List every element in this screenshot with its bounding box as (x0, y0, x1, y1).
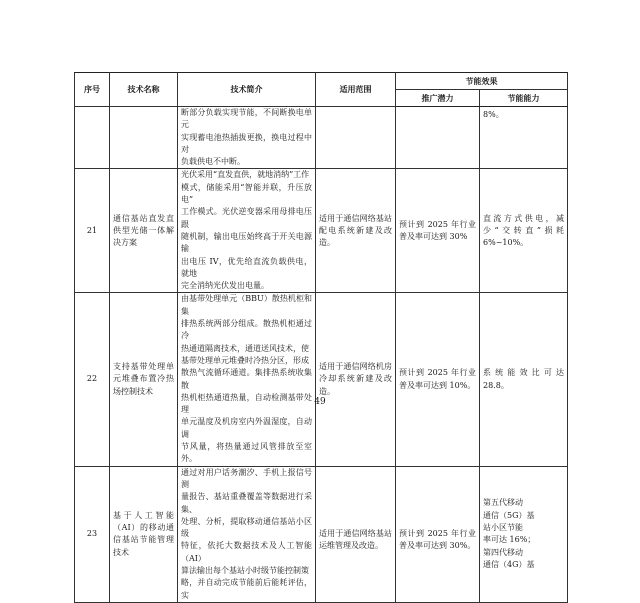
cell-seq (75, 107, 110, 169)
cell-seq: 21 (75, 169, 110, 293)
intro-line: 处理、分析，提取移动通信基站小区级 (181, 516, 312, 539)
energy-saving-technology-table (74, 72, 568, 603)
intro-line: 工作模式。光伏逆变器采用母排电压跟 (181, 207, 312, 229)
intro-line: 实现蓄电池热插拔更换，换电过程中对 (181, 132, 312, 154)
intro-line: 光伏采用“直发直供，就地消纳”工作 (181, 170, 310, 180)
cell-capacity: 8%。 (480, 107, 568, 169)
cell-seq: 22 (75, 293, 110, 466)
cell-name (110, 107, 178, 169)
cell-intro (178, 169, 316, 293)
intro-line: 出电压 IV，优先给直流负载供电，就地 (181, 256, 312, 278)
table-row-continued (75, 107, 568, 169)
cell-potential: 预计到 2025 年行业普及率可达到 10%。 (396, 293, 480, 466)
cell-capacity: 直流方式供电，减少“交转直”损耗6%~10%。 (480, 169, 568, 293)
cell-scope: 适用于通信网络机房冷却系统新建及改造。 (316, 293, 396, 466)
intro-line: 负载供电不中断。 (181, 157, 245, 167)
intro-line: 由基带处理单元（BBU）散热机柜和集 (181, 294, 312, 316)
intro-line: 略，并自动完成节能前后能耗评估，实 (181, 578, 312, 600)
intro-line: 热通道隔离技术，通道送风技术，使 (181, 343, 309, 353)
capacity-line: 第四代移动 (483, 547, 523, 557)
cell-scope (316, 107, 396, 169)
table-row (75, 169, 568, 293)
intro-line: 热机柜热通道热量，自动检测基带处理 (181, 392, 312, 415)
intro-line: 节风量，将热量通过风管排放至室外。 (181, 442, 312, 464)
intro-line: 算法输出每个基站小时级节能控制策 (181, 565, 309, 575)
cell-name: 基于人工智能（AI）的移动通信基站节能管理技术 (110, 466, 178, 602)
capacity-line: 率可达 16%； (483, 535, 536, 545)
intro-line: 单元温度及机房室内外温湿度，自动调 (181, 417, 312, 439)
capacity-line: 通信（4G）基 (483, 559, 535, 569)
capacity-line: 站小区节能 (483, 522, 523, 532)
header-seq: 序号 (75, 73, 110, 107)
page-number: 49 (314, 397, 326, 407)
cell-scope: 适用于通信网络基站配电系统新建及改造。 (316, 169, 396, 293)
table-row (75, 466, 568, 602)
cell-potential: 预计到 2025 年行业普及率可达到 30%。 (396, 466, 480, 602)
header-scope: 适用范围 (316, 73, 396, 107)
intro-line: 排热系统两部分组成。散热机柜通过冷 (181, 319, 312, 341)
header-effect: 节能效果 (396, 73, 568, 90)
cell-name: 通信基站直发直供型光储一体解决方案 (110, 169, 178, 293)
capacity-line: 第五代移动 (483, 498, 523, 508)
cell-name: 支持基带处理单元堆叠布置冷热场控制技术 (110, 293, 178, 466)
header-intro: 技术简介 (178, 73, 316, 107)
intro-line: 断部分负载实现节能，不间断换电单元 (181, 108, 312, 130)
intro-line: 完全消纳光伏发出电量。 (181, 281, 269, 291)
table-row (75, 293, 568, 466)
capacity-line: 通信（5G）基 (483, 510, 535, 520)
intro-line: 散热气流循环通道。集排热系统收集散 (181, 368, 312, 390)
intro-line: 量报告、基站重叠覆盖等数据进行采集、 (181, 492, 312, 514)
cell-intro (178, 466, 316, 602)
cell-capacity (480, 466, 568, 602)
intro-line: 模式，储能采用“智能并联，升压放电” (181, 182, 312, 205)
intro-line: 随机制，输出电压始终高于开关电源输 (181, 231, 312, 254)
cell-intro (178, 107, 316, 169)
cell-scope: 适用于通信网络基站运维管理及改造。 (316, 466, 396, 602)
intro-line: 特征，依托大数据技术及人工智能（AI） (181, 541, 312, 563)
intro-line: 通过对用户话务潮汐、手机上报信号测 (181, 467, 312, 489)
cell-capacity: 系统能效比可达 28.8。 (480, 293, 568, 466)
header-name: 技术名称 (110, 73, 178, 107)
header-potential: 推广潜力 (396, 90, 480, 107)
intro-line: 基带处理单元堆叠时冷热分区，形成 (181, 355, 309, 365)
cell-potential: 预计到 2025 年行业普及率可达到 30% (396, 169, 480, 293)
cell-intro (178, 293, 316, 466)
cell-potential (396, 107, 480, 169)
header-capacity: 节能能力 (480, 90, 568, 107)
cell-seq: 23 (75, 466, 110, 602)
